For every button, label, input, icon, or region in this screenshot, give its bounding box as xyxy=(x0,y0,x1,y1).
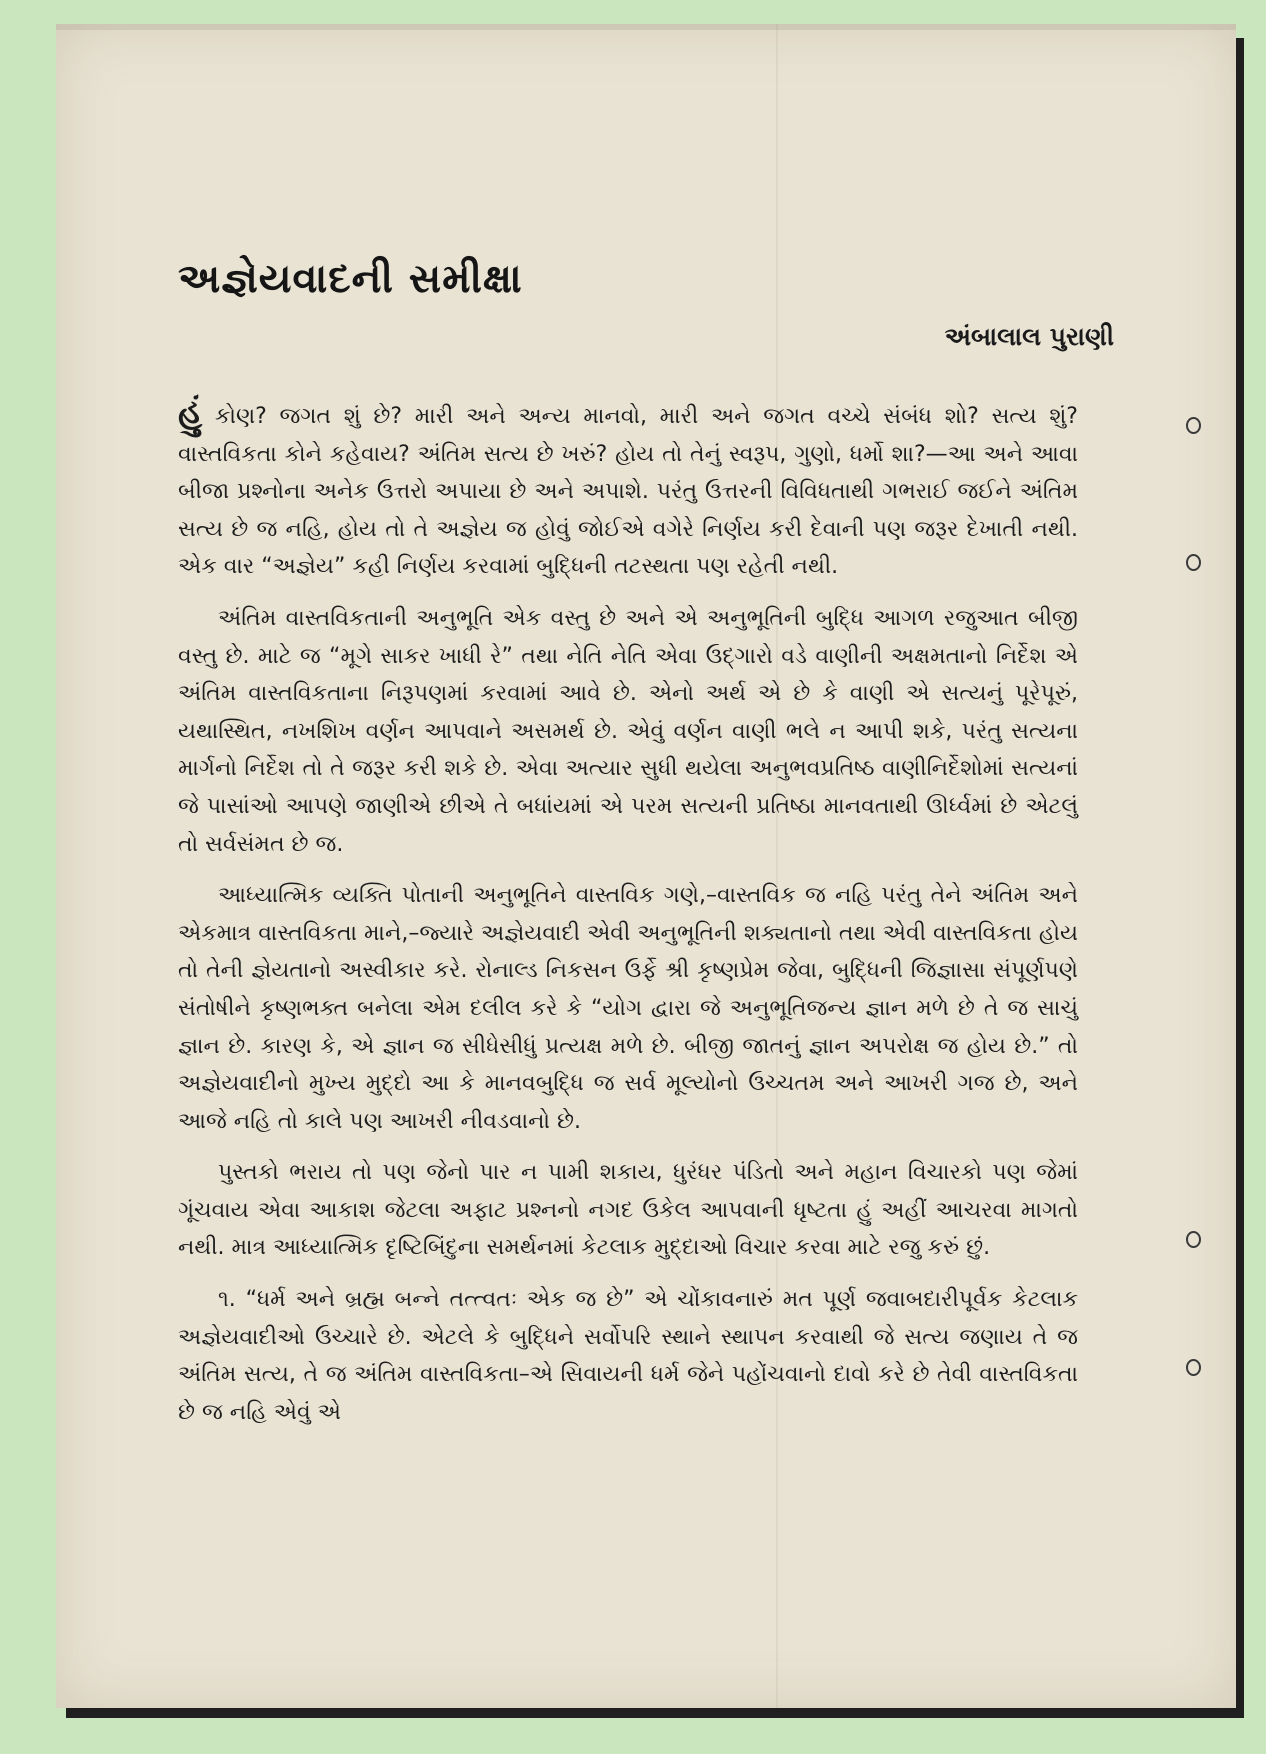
paragraph-text: કોણ? જગત શું છે? મારી અને અન્ય માનવો, મારી અને જગત વચ્ચે સંબંધ શો? સત્ય શું? વાસ્તવિકતા કોને કહેવાય? અંતિમ સત્ય છે ખરું? હોય તો તેનું સ્વરૂપ, ગુણો, ધર્મો શા?—આ અને આવા બીજા પ્રશ્નોના અનેક ઉત્તરો અપાયા છે અને અપાશે. પરંતુ ઉત્તરની વિવિધતાથી ગભરાઈ જઈને અંતિમ સત્ય છે જ નહિ, હોય તો તે અજ્ઞેય જ હોવું જોઈએ વગેરે નિર્ણય કરી દેવાની પણ જરૂર દેખાતી નથી. એક વાર “અજ્ઞેય” કહી નિર્ણય કરવામાં બુદ્ધિની તટસ્થતા પણ રહેતી નથી. xyxy=(178,404,1078,580)
binding-hole-mark xyxy=(1186,1359,1201,1376)
paragraph: પુસ્તકો ભરાય તો પણ જેનો પાર ન પામી શકાય, ધુરંધર પંડિતો અને મહાન વિચારકો પણ જેમાં ગૂંચવાય એવા આકાશ જેટલા અફાટ પ્રશ્નનો નગદ ઉકેલ આપવાની ધૃષ્ટતા હું અહીં આચરવા માગતો નથી. માત્ર આધ્યાત્મિક દૃષ્ટિબિંદુના સમર્થનમાં કેટલાક મુદ્દાઓ વિચાર કરવા માટે રજુ કરું છું. xyxy=(178,1160,1078,1261)
article-title: અજ્ઞેયવાદની સમીક્ષા xyxy=(178,256,523,302)
article-body xyxy=(178,394,1078,1445)
paragraph xyxy=(178,394,1078,586)
binding-hole-mark xyxy=(1186,417,1201,434)
drop-cap: હું xyxy=(178,392,203,432)
binding-hole-mark xyxy=(1186,1231,1201,1248)
paragraph: ૧. “ધર્મ અને બ્રહ્મ બન્ને તત્ત્વતઃ એક જ છે” એ ચોંકાવનારું મત પૂર્ણ જવાબદારીપૂર્વક કેટલાક અજ્ઞેયવાદીઓ ઉચ્ચારે છે. એટલે કે બુદ્ધિને સર્વોપરિ સ્થાને સ્થાપન કરવાથી જે સત્ય જણાય તે જ અંતિમ સત્ય, તે જ અંતિમ વાસ્તવિકતા–એ સિવાયની ધર્મ જેને પહોંચવાનો દાવો કરે છે તેવી વાસ્તવિકતા છે જ નહિ એવું એ xyxy=(178,1287,1078,1425)
article-author: અંબાલાલ પુરાણી xyxy=(944,322,1114,351)
binding-hole-mark xyxy=(1186,554,1201,571)
paragraph: અંતિમ વાસ્તવિકતાની અનુભૂતિ એક વસ્તુ છે અને એ અનુભૂતિની બુદ્ધિ આગળ રજુઆત બીજી વસ્તુ છે. માટે જ “મૂગે સાકર ખાધી રે” તથા નેતિ નેતિ એવા ઉદ્ગારો વડે વાણીની અક્ષમતાનો નિર્દેશ એ અંતિમ વાસ્તવિકતાના નિરૂપણમાં કરવામાં આવે છે. એનો અર્થ એ છે કે વાણી એ સત્યનું પૂરેપૂરું, યથાસ્થિત, નખશિખ વર્ણન આપવાને અસમર્થ છે. એવું વર્ણન વાણી ભલે ન આપી શકે, પરંતુ સત્યના માર્ગનો નિર્દેશ તો તે જરૂર કરી શકે છે. એવા અત્યાર સુધી થયેલા અનુભવપ્રતિષ્ઠ વાણીનિર્દેશોમાં સત્યનાં જે પાસાંઓ આપણે જાણીએ છીએ તે બધાંયમાં એ પરમ સત્યની પ્રતિષ્ઠા માનવતાથી ઊર્ધ્વમાં છે એટલું તો સર્વસંમત છે જ. xyxy=(178,605,1078,857)
paragraph: આધ્યાત્મિક વ્યક્તિ પોતાની અનુભૂતિને વાસ્તવિક ગણે,–વાસ્તવિક જ નહિ પરંતુ તેને અંતિમ અને એકમાત્ર વાસ્તવિકતા માને,–જ્યારે અજ્ઞેયવાદી એવી અનુભૂતિની શક્યતાનો તથા એવી વાસ્તવિકતા હોય તો તેની જ્ઞેયતાનો અસ્વીકાર કરે. રોનાલ્ડ નિકસન ઉર્ફે શ્રી કૃષ્ણપ્રેમ જેવા, બુદ્ધિની જિજ્ઞાસા સંપૂર્ણપણે સંતોષીને કૃષ્ણભક્ત બનેલા એમ દલીલ કરે કે “યોગ દ્વારા જે અનુભૂતિજન્ય જ્ઞાન મળે છે તે જ સાચું જ્ઞાન છે. કારણ કે, એ જ્ઞાન જ સીધેસીધું પ્રત્યક્ષ મળે છે. બીજી જાતનું જ્ઞાન અપરોક્ષ જ હોય છે.” તો અજ્ઞેયવાદીનો મુખ્ય મુદ્દો આ કે માનવબુદ્ધિ જ સર્વ મૂલ્યોનો ઉચ્ચતમ અને આખરી ગજ છે, અને આજે નહિ તો કાલે પણ આખરી નીવડવાનો છે. xyxy=(178,883,1078,1134)
page-top-edge xyxy=(56,24,1236,30)
